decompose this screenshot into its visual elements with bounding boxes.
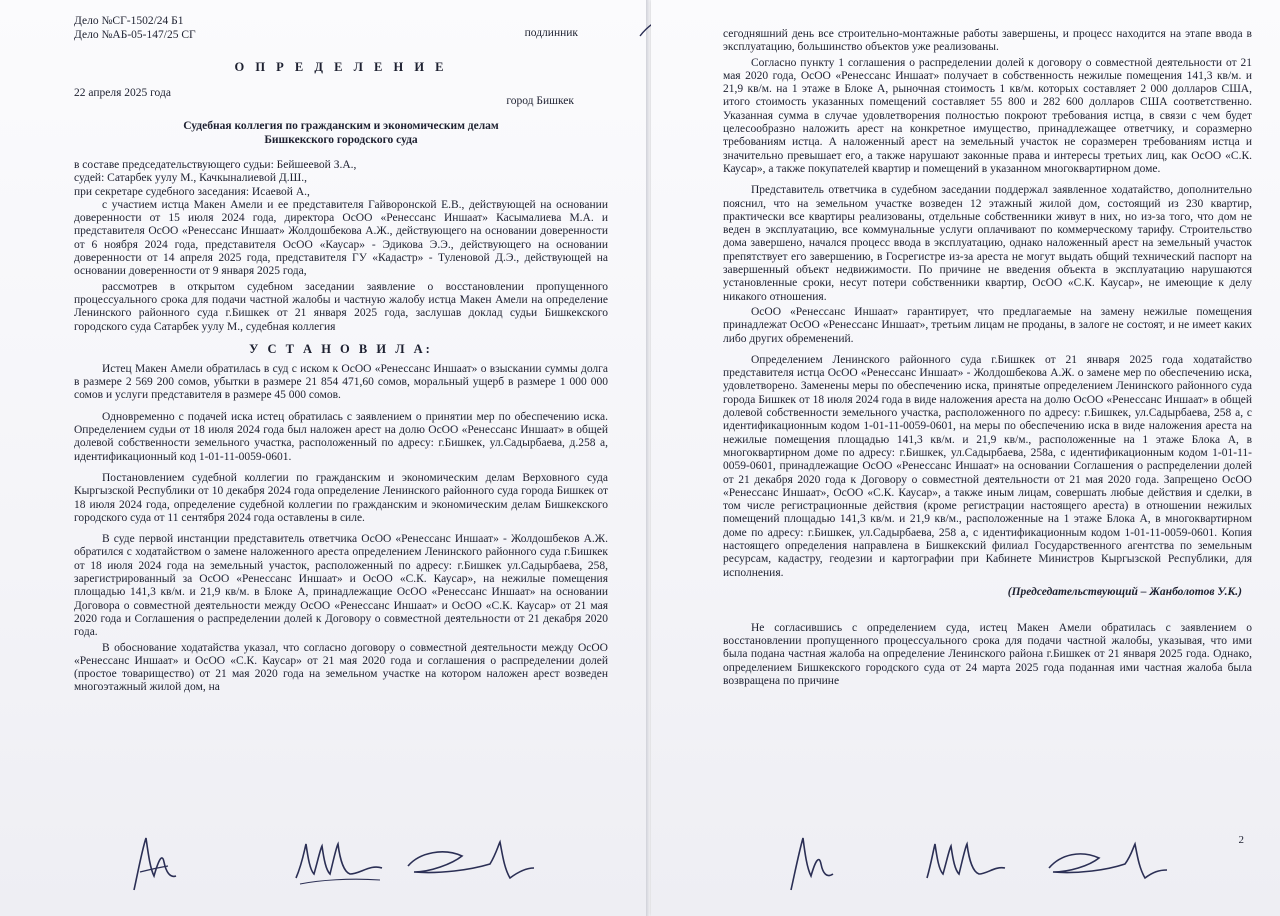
participation-paragraph: с участием истца Макен Амели и ее представителя Гайворонской Е.В., действующей на основании доверенности от 15 июля 2024 года, директора ОсОО «Ренессанс Иншаат» Касымалиева М.А. и представителя ОсОО «Ренессанс Иншаат» Жолдошбекова А.Ж., действующего на основании доверенности от 6 ноября 2024 года, представителя ОсОО «Каусар» - Эдикова Э.Э., действующего на основании доверенности от 14 апреля 2025 года, представителя ГУ «Кадастр» - Туленовой Д.Э., действующей на основании доверенности от 9 января 2025 года, xyxy=(74,198,608,278)
paragraph: Постановлением судебной коллегии по гражданским и экономическим делам Верховного суда Кыргызской Республики от 10 декабря 2024 года определение Ленинского районного суда города Бишкек от 18 июля 2024 года, определение судебной коллегии по гражданским и экономическим делам Бишкекского городского суда от 11 сентября 2024 года оставлены в силе. xyxy=(74,471,608,524)
document-date: 22 апреля 2025 года xyxy=(74,87,171,99)
paragraph: Представитель ответчика в судебном заседании поддержал заявленное ходатайство, дополнительно пояснил, что на земельном участке возведен 12 этажный жилой дом, состоящий из 230 квартир, практически все квартиры реализованы, отдельные собственники живут в них, но из-за того, что дом не веден в эксплуатацию, все коммунальные услуги оплачивают по коммерческому тарифу. Строительство дома завершено, начался процесс ввода в эксплуатацию, однако наложенный арест на земельный участок препятствует его завершению, в Госрегистре из-за ареста не могут выдать общий технический паспорт на завершенный объект недвижимости. По причине не введения объекта в эксплуатацию нарушаются установленные сроки, несут потери собственники квартир, ОсОО «С.К. Каусар», не имеющие к делу никакого отношения. xyxy=(723,184,1252,303)
court-name xyxy=(74,119,608,147)
paragraph: Не согласившись с определением суда, истец Макен Амели обратилась с заявлением о восстановлении пропущенного процессуального срока для подачи частной жалобы, указывая, что ими была подана частная жалоба на определение Ленинского района г.Бишкек от 21 января 2025 года. Однако, определением Бишкекского городского суда от 24 марта 2025 года поданная ими частная жалоба была возвращена по причине xyxy=(723,621,1252,688)
composition-line: в составе председательствующего судьи: Бейшеевой З.А., xyxy=(74,159,357,171)
paragraph: сегодняшний день все строительно-монтажные работы завершены, и процесс находится на этапе ввода в эксплуатацию, большинство объектов уже реализованы. xyxy=(723,28,1252,54)
section-heading: У С Т А Н О В И Л А: xyxy=(249,341,433,356)
document-city: город Бишкек xyxy=(506,95,574,107)
document-page-2 xyxy=(651,0,1280,916)
page-number: 2 xyxy=(1238,834,1244,846)
signature-icon xyxy=(781,832,851,894)
signature-icon xyxy=(400,838,540,890)
case-number: Дело №СГ-1502/24 Б1 xyxy=(74,15,184,27)
presiding-judge: (Председательствующий – Жанболотов У.К.) xyxy=(1007,585,1242,598)
court-composition xyxy=(74,159,608,199)
signature-icon xyxy=(120,832,200,894)
signature-icon xyxy=(921,834,1011,892)
composition-line: при секретаре судебного заседания: Исаевой А., xyxy=(74,185,310,198)
paragraph: Одновременно с подачей иска истец обратилась с заявлением о принятии мер по обеспечению иска. Определением судьи от 18 июля 2024 года был наложен арест на долю ОсОО «Ренессанс Иншаат» в общей долевой собственности земельного участка, расположенный по адресу: г.Бишкек, ул.Садырбаева, д.258 а, идентификационный код 1-01-11-0059-0601. xyxy=(74,410,608,463)
paragraph: Истец Макен Амели обратилась в суд с иском к ОсОО «Ренессанс Иншаат» о взыскании суммы долга в размере 2 569 200 сомов, убытки в размере 21 854 471,60 сомов, моральный ущерб в размере 1 000 000 сомов и услуги представителя в размере 45 000 сомов. xyxy=(74,362,608,402)
paragraph: Определением Ленинского районного суда г.Бишкек от 21 января 2025 года ходатайство представителя истца ОсОО «Ренессанс Иншаат» - Жолдошбекова А.Ж. о замене мер по обеспечению иска, удовлетворено. Заменены меры по обеспечению иска, принятые определением Ленинского районного суда города Бишкек от 18 июля 2024 года в виде наложения ареста на долю ОсОО «Ренессанс Иншаат» в общей долевой собственности земельного участка, расположенного по адресу: г.Бишкек, ул.Садырбаева, 258 а, с идентификационным кодом 1-01-11-0059-0601, на меры по обеспечению иска в виде наложения ареста на нежилые помещения площадью 141,3 кв/м. и 21,9 кв/м., расположенные на 1 этаже Блока А, в многоквартирном доме по адресу: г.Бишкек, ул.Садырбаева, 258а, с идентификационным кодом 1-01-11-0059-0601, принадлежащие ОсОО «Ренессанс Иншаат» на основании Соглашения о распределении долей от 21 декабря 2020 года к Договору о совместной деятельности от 21 мая 2020 года. Запрещено ОсОО «Ренессанс Иншаат», ОсОО «С.К. Каусар», а также иным лицам, совершать любые действия и сделки, в том числе регистрационные действия (кроме регистрации настоящего ареста) в отношении нежилых помещений площадью 141,3 кв/м. и 21,9 кв/м., расположенные на 1 этаже Блока А, в многоквартирном доме по адресу: г.Бишкек, ул.Садырбаева, 258 а, с идентификационным кодом 1-01-11-0059-0601. Копия настоящего определения направлена в Бишкекский филиал Государственного агентства по земельным ресурсам, кадастру, геодезии и картографии при Кабинете Министров Кыргызской Республики, для исполнения. xyxy=(723,353,1252,579)
original-label: подлинник xyxy=(524,27,578,39)
document-title: О П Р Е Д Е Л Е Н И Е xyxy=(234,60,448,74)
signature-icon xyxy=(290,834,390,892)
date-city-row xyxy=(74,87,608,107)
paragraph: Согласно пункту 1 соглашения о распределении долей к договору о совместной деятельности от 21 мая 2020 года, ОсОО «Ренессанс Иншаат» получает в собственность нежилые помещения 141,3 кв/м. и 21,9 кв/м. на 1 этаже в Блоке А, рыночная стоимость 1 кв/м. которых составляет 2 000 долларов США, итого стоимость указанных помещений составляет 55 800 и 282 600 долларов США соответственно. Указанная сумма в случае удовлетворения полностью покроют требования истца, в связи с чем будет целесообразно наложить арест на конкретное имущество, принадлежащее ответчику, и соразмерно требованиям истца. А наложенный арест на земельный участок не соразмерен требованиям истца и значительно превышает его, а также нарушают законные права и интересы третьих лиц, как ОсОО «С.К. Каусар», а также покупателей квартир и помещений в указанном многоквартирном доме. xyxy=(723,56,1252,175)
composition-line: судей: Сатарбек уулу М., Качкыналиевой Д.Ш., xyxy=(74,172,307,185)
paragraph: В суде первой инстанции представитель ответчика ОсОО «Ренессанс Иншаат» - Жолдошбеков А.Ж. обратился с ходатайством о замене наложенного ареста определением Ленинского районного суда г.Бишкек от 18 июля 2024 года на земельный участок, расположенный по адресу: г.Бишкек ул.Садырбаева, 258, зарегистрированный за ОсОО «Ренессанс Иншаат» и ОсОО «С.К. Каусар», на нежилые помещения площадью 141,3 кв/м. и 21,9 кв/м. в Блоке А, принадлежащие ОсОО «Ренессанс Иншаат» на основании Договора о совместной деятельности между ОсОО «Ренессанс Иншаат» и ОсОО «С.К. Каусар» от 21 мая 2020 года и Соглашения о распределении долей к Договору о совместной деятельности от 21 декабря 2020 года. xyxy=(74,533,608,639)
court-name-line: Бишкекского городского суда xyxy=(264,134,418,146)
case-numbers xyxy=(74,10,196,42)
court-name-line: Судебная коллегия по гражданским и экономическим делам xyxy=(183,120,499,132)
page-header xyxy=(74,10,608,42)
considered-paragraph: рассмотрев в открытом судебном заседании заявление о восстановлении пропущенного процессуального срока для подачи частной жалобы и частную жалобу истца Макен Амели на определение Ленинского районного суда г.Бишкек от 21 января 2025 года, заслушав доклад судьи Бишкекского городского суда Сатарбек уулу М., судебная коллегия xyxy=(74,280,608,333)
case-number: Дело №АБ-05-147/25 СГ xyxy=(74,29,196,41)
signatures xyxy=(651,832,1280,896)
paragraph: ОсОО «Ренессанс Иншаат» гарантирует, что предлагаемые на замену нежилые помещения принадлежат ОсОО «Ренессанс Иншаат», третьим лицам не проданы, в залоге не состоят, и не имеет каких либо других обременений. xyxy=(723,305,1252,345)
signature-icon xyxy=(1041,840,1171,890)
signatures xyxy=(0,832,648,896)
paragraph: В обоснование ходатайства указал, что согласно договору о совместной деятельности между ОсОО «Ренессанс Иншаат» и ОсОО «С.К. Каусар» от 21 мая 2020 года и соглашения о распределении долей (простое товарищество) от 21 мая 2020 года на земельном участке на котором наложен арест возведен многоэтажный жилой дом, на xyxy=(74,641,608,694)
